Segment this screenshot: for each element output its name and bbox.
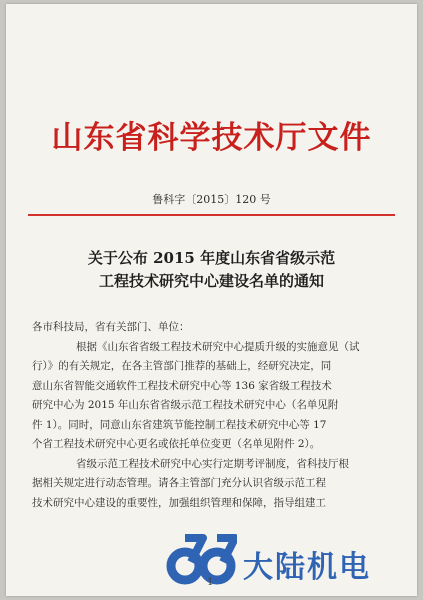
body-line: 根据《山东省省级工程技术研究中心提质升级的实施意见（试 <box>76 340 360 353</box>
document-number: 鲁科字〔2015〕120 号 <box>152 193 271 206</box>
body-line: 行）》的有关规定，在各主管部门推荐的基础上，经研究决定，同 <box>32 360 332 372</box>
document-page <box>6 4 417 596</box>
dalu-logo-icon <box>165 532 237 588</box>
notice-body <box>32 318 393 513</box>
brand-watermark <box>165 532 415 592</box>
notice-title <box>6 247 417 293</box>
body-line-salutation: 各市科技局，省有关部门、单位： <box>32 321 190 333</box>
page-number: 1 <box>207 577 214 588</box>
body-line: 件 1）。同时，同意山东省建筑节能控制工程技术研究中心等 17 <box>32 418 327 431</box>
body-line: 据相关规定进行动态管理。请各主管部门充分认识省级示范工程 <box>32 477 326 489</box>
body-line: 技术研究中心建设的重要性，加强组织管理和保障，指导组建工 <box>32 496 326 509</box>
body-line: 省级示范工程技术研究中心实行定期考评制度，省科技厅根 <box>76 457 349 470</box>
issuer-header-title: 山东省科学技术厅文件 <box>51 120 372 156</box>
body-line: 个省工程技术研究中心更名或依托单位变更（名单见附件 2）。 <box>32 438 321 450</box>
red-divider-rule <box>28 214 395 216</box>
notice-title-line-2: 工程技术研究中心建设名单的通知 <box>98 272 324 290</box>
body-line: 意山东省智能交通软件工程技术研究中心等 136 家省级工程技术 <box>32 379 332 392</box>
brand-name: 大陆机电 <box>243 550 371 585</box>
body-line: 研究中心为 2015 年山东省省级示范工程技术研究中心（名单见附 <box>32 399 339 411</box>
notice-title-line-1: 关于公布 2015 年度山东省省级示范 <box>87 249 336 267</box>
